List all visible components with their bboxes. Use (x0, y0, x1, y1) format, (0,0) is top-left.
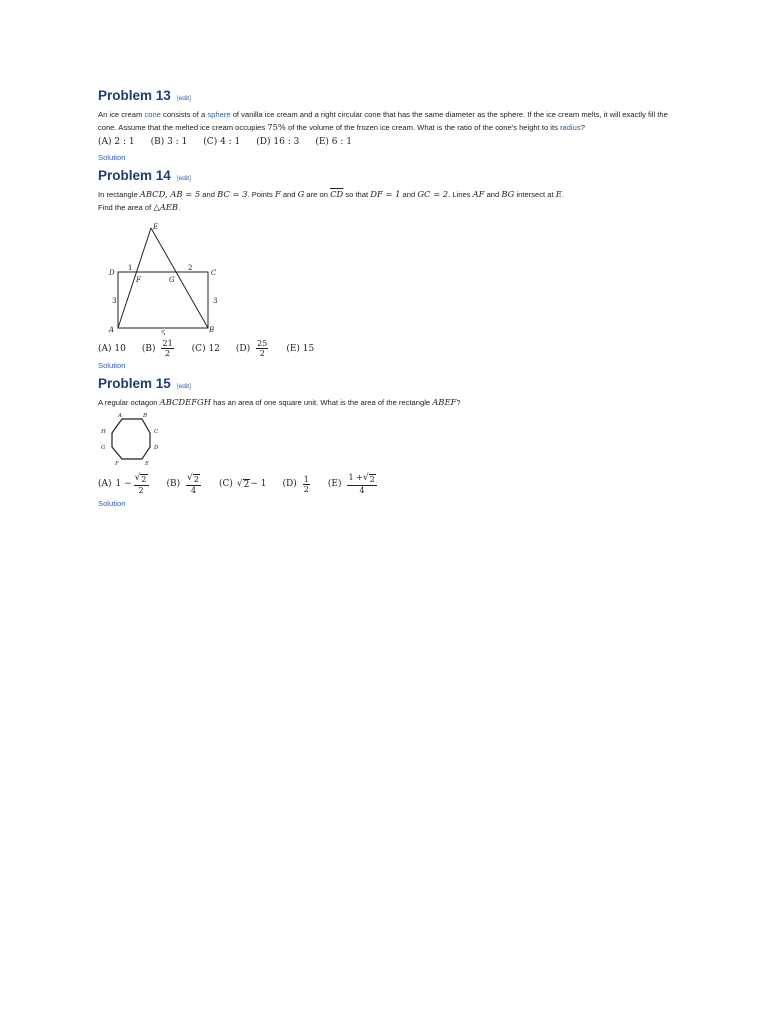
choice-b: (B) √ 2 4 (166, 473, 199, 495)
problem-15-title: Problem 15 (98, 376, 171, 391)
label-e: E (153, 223, 159, 231)
line-eb (151, 228, 208, 328)
problem-13 (98, 88, 668, 162)
octagon-label-d: D (154, 445, 159, 451)
label-g: G (169, 276, 175, 284)
problem-13-edit-link[interactable]: [edit] (176, 95, 191, 102)
octagon-label-g: G (101, 445, 106, 451)
rectangle-abcd (118, 272, 208, 328)
problem-13-title: Problem 13 (98, 88, 171, 103)
problem-15-choices (98, 473, 668, 495)
choice-d: (D) 16 : 3 (256, 137, 300, 147)
octagon-label-c: C (154, 429, 159, 435)
octagon-label-e: E (145, 461, 150, 467)
choice-a: (A) 2 : 1 (98, 137, 135, 147)
problem-14-heading (98, 168, 668, 183)
octagon-label-a: A (118, 413, 122, 419)
label-three-left: 3 (112, 297, 117, 305)
cone-link[interactable]: cone (144, 110, 161, 119)
problem-14-text: In rectangle ABCD, AB = 5 and BC = 3. Points F and G are on $\overline{CD}$ so that DF = 1 and GC = 2. Lines AF and BG intersect at E. Find the area of △AEB. (98, 189, 564, 212)
choice-d: (D) $\frac{1}{2}$ (282, 474, 309, 494)
problem-15-text: A regular octagon ABCDEFGH has an area of one square unit. What is the area of the rectangle ABEF? (98, 397, 461, 407)
line-ae (118, 228, 151, 328)
choice-c: (C) √ 2 − 1 (219, 478, 267, 490)
label-a: A (109, 326, 115, 334)
choice-a: (A) 1 − √ 2 2 (98, 473, 147, 495)
problem-15-octagon-figure (98, 411, 168, 469)
octagon-label-b: B (143, 413, 148, 419)
label-five: 5 (161, 330, 166, 335)
choice-b: (B) $\frac{21}{2}$ (141, 339, 173, 358)
choice-b: (B) 3 : 1 (150, 137, 188, 147)
problem-13-text: An ice cream cone consists of a sphere of vanilla ice cream and a right circular cone that has the same diameter as the sphere. If the ice cream melts, it will exactly fill the cone. Assume that the melted ice cream occupies 75% of the volume of the frozen ice cream. What is the ratio of the cone's height to its radius? (98, 110, 668, 132)
choice-c: (C) 4 : 1 (203, 137, 241, 147)
label-one: 1 (128, 264, 133, 272)
problem-14-title: Problem 14 (98, 168, 171, 183)
octagon-label-f: F (115, 461, 119, 467)
label-two: 2 (188, 264, 193, 272)
problem-15 (98, 376, 668, 508)
problem-14-figure (98, 220, 238, 335)
problem-15-solution-link[interactable]: Solution (98, 499, 126, 508)
label-b: B (209, 326, 215, 334)
label-c: C (211, 269, 217, 277)
problem-14 (98, 168, 668, 370)
problem-15-heading (98, 376, 668, 391)
label-f: F (136, 276, 141, 284)
problem-14-edit-link[interactable]: [edit] (176, 175, 191, 182)
octagon-shape (112, 419, 150, 459)
problem-14-choices (98, 339, 668, 358)
problem-15-edit-link[interactable]: [edit] (176, 383, 191, 390)
problem-13-heading (98, 88, 668, 103)
label-d: D (109, 269, 115, 277)
problem-13-solution-link[interactable]: Solution (98, 153, 126, 162)
sphere-link[interactable]: sphere (207, 110, 231, 119)
radius-link[interactable]: radius (560, 123, 581, 132)
choice-c: (C) 12 (191, 343, 220, 354)
label-three-right: 3 (213, 297, 218, 305)
choice-a: (A) 10 (98, 343, 126, 354)
problem-14-solution-link[interactable]: Solution (98, 361, 126, 370)
page-content (98, 88, 668, 508)
choice-e: (E) 15 (286, 343, 315, 354)
choice-e: (E) 1 + √ 2 4 (327, 473, 375, 495)
problem-13-choices (98, 137, 668, 147)
octagon-label-h: H (101, 429, 106, 435)
choice-e: (E) 6 : 1 (315, 137, 352, 147)
choice-d: (D) $\frac{25}{2}$ (235, 339, 268, 358)
